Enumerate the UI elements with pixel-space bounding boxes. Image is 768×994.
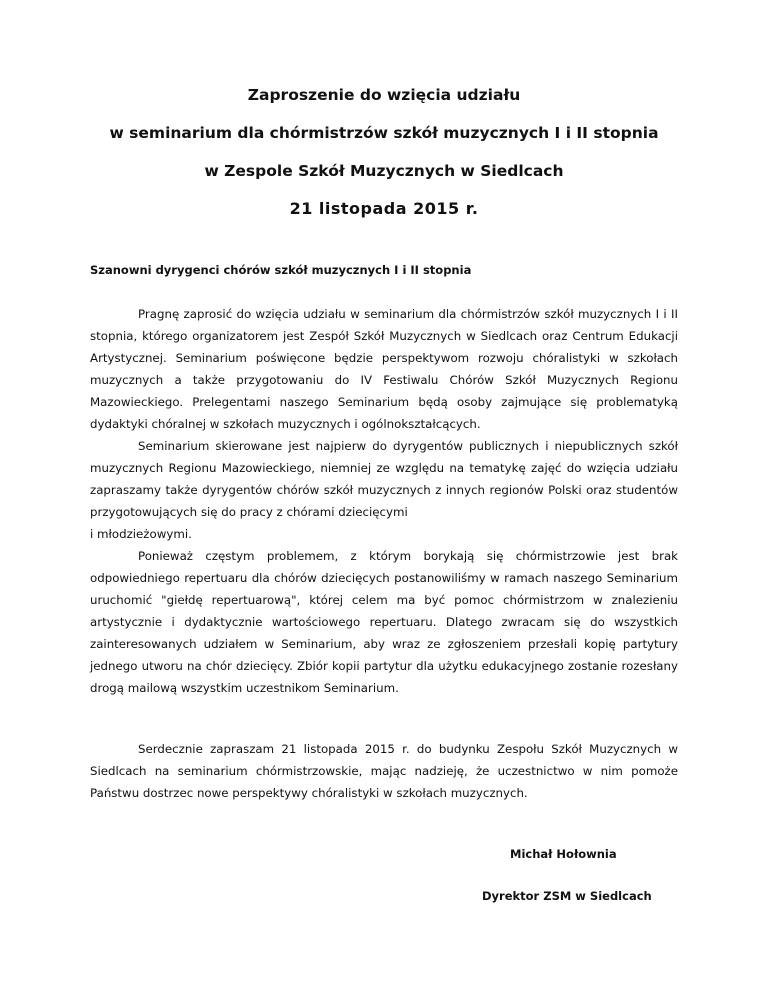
title-line-1: Zaproszenie do wzięcia udziału — [247, 86, 521, 104]
paragraph-invitation: Pragnę zaprosić do wzięcia udziału w seminarium dla chórmistrzów szkół muzycznych I i II stopnia, którego organizatorem jest Zespół Szkół Muzycznych w Siedlcach oraz Centrum Edukacji Artystycznej. Seminarium poświęcone będzie perspektywom rozwoju chóralistyki w szkołach muzycznych a także przygotowaniu do IV Festiwalu Chórów Szkół Muzycznych Regionu Mazowieckiego. Prelegentami naszego Seminarium będą osoby zajmujące się problematyką dydaktyki chóralnej w szkołach muzycznych i ogólnokształcących. — [90, 307, 678, 431]
body-paragraphs — [90, 303, 678, 699]
title-line-2: w seminarium dla chórmistrzów szkół muzycznych I i II stopnia — [109, 124, 659, 142]
signature-role: Dyrektor ZSM w Siedlcach — [482, 889, 652, 903]
paragraph-audience-tail: i młodzieżowymi. — [90, 527, 192, 541]
title-line-3: w Zespole Szkół Muzycznych w Siedlcach — [204, 162, 564, 180]
title-block — [60, 84, 708, 236]
salutation: Szanowni dyrygenci chórów szkół muzycznych I i II stopnia — [90, 263, 472, 277]
paragraph-repertoire: Ponieważ częstym problemem, z którym borykają się chórmistrzowie jest brak odpowiedniego repertuaru dla chórów dziecięcych postanowiliśmy w ramach naszego Seminarium uruchomić "giełdę repertuarową", której celem ma być pomoc chórmistrzom w znalezieniu artystycznie i dydaktycznie wartościowego repertuaru. Dlatego zwracam się do wszystkich zainteresowanych udziałem w Seminarium, aby wraz ze zgłoszeniem przesłali kopię partytury jednego utworu na chór dziecięcy. Zbiór kopii partytur dla użytku edukacyjnego zostanie rozesłany drogą mailową wszystkim uczestnikom Seminarium. — [90, 549, 678, 695]
title-date: 21 listopada 2015 r. — [289, 199, 479, 218]
paragraph-closing: Serdecznie zapraszam 21 listopada 2015 r. do budynku Zespołu Szkół Muzycznych w Siedlcach na seminarium chórmistrzowskie, mając nadzieję, że uczestnictwo w nim pomoże Państwu dostrzec nowe perspektywy chóralistyki w szkołach muzycznych. — [90, 742, 678, 800]
paragraph-audience: Seminarium skierowane jest najpierw do dyrygentów publicznych i niepublicznych szkół muzycznych Regionu Mazowieckiego, niemniej ze względu na tematykę zajęć do wzięcia udziału zapraszamy także dyrygentów chórów szkół muzycznych z innych regionów Polski oraz studentów przygotowujących się do pracy z chórami dziecięcymi — [90, 439, 678, 519]
signature-name: Michał Hołownia — [510, 847, 617, 861]
